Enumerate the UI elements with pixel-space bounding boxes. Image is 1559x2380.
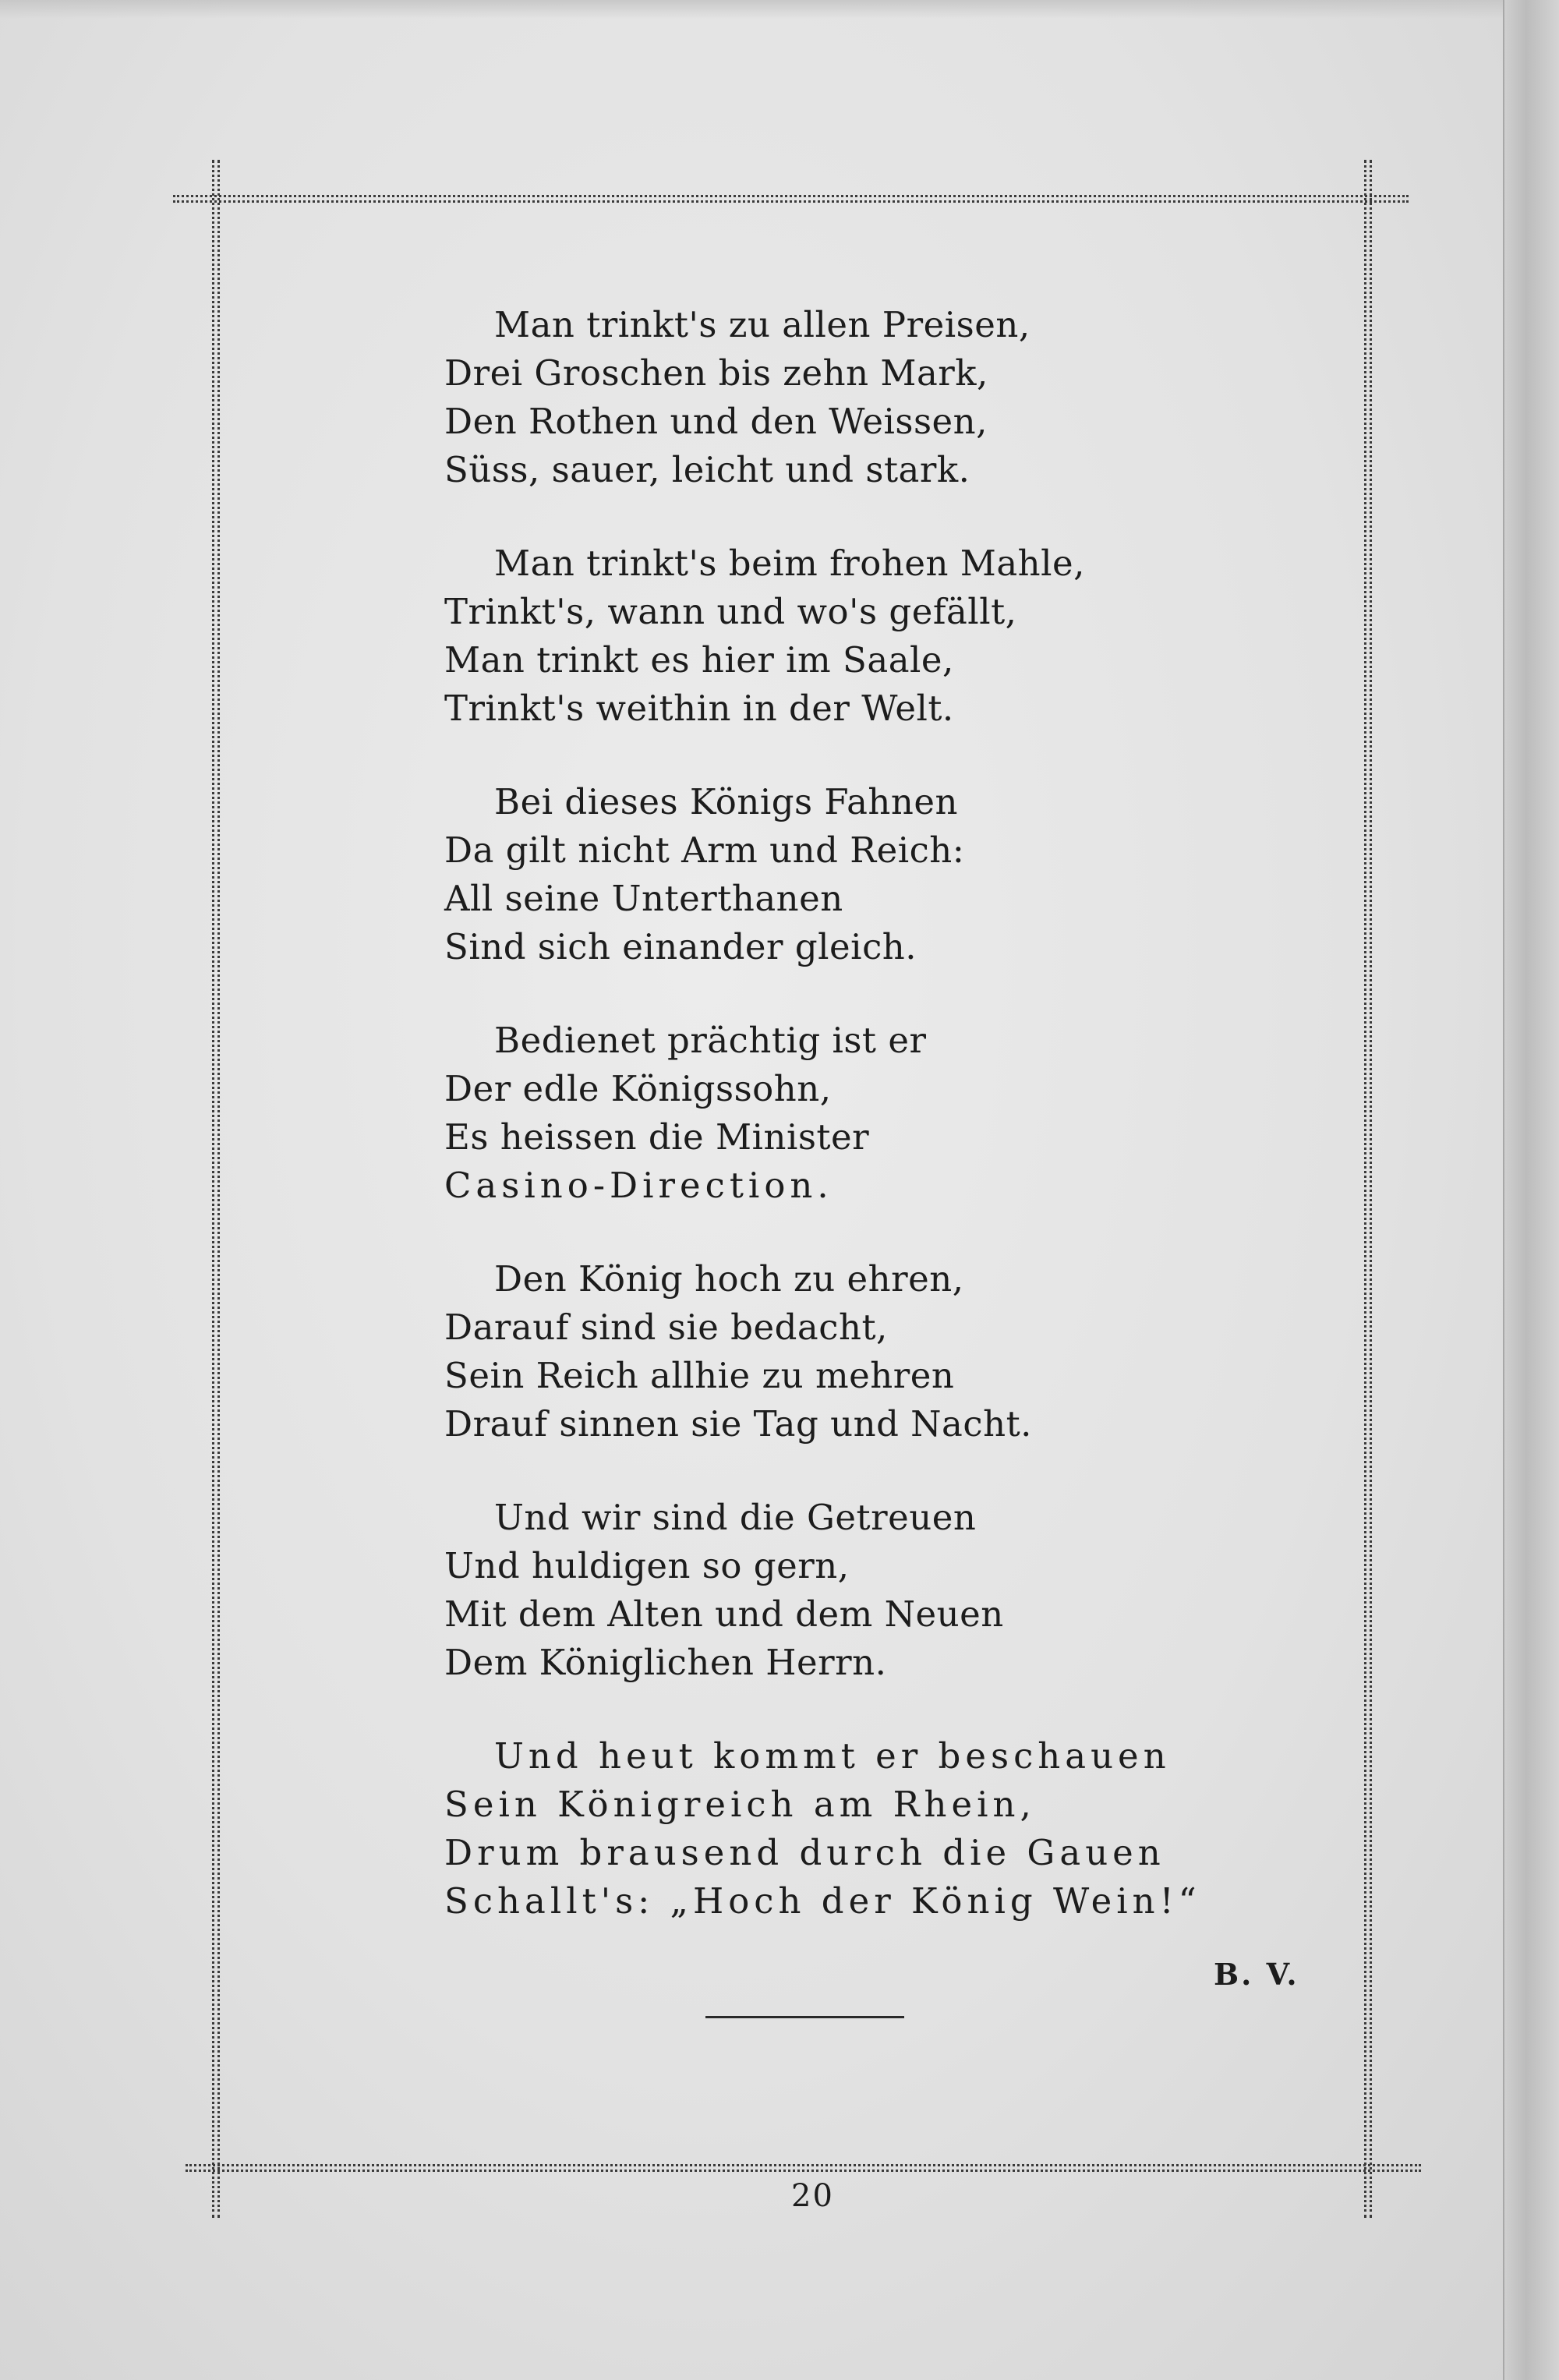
- poem-line: Da gilt nicht Arm und Reich:: [444, 829, 965, 871]
- poem-line: Der edle Königssohn,: [444, 1068, 832, 1109]
- poem-line: Casino-Direction.: [444, 1165, 833, 1206]
- poem-line: All seine Unterthanen: [444, 878, 843, 919]
- poem-line: Mit dem Alten und dem Neuen: [444, 1593, 1004, 1635]
- poem-line: Bei dieses Königs Fahnen: [494, 781, 959, 822]
- frame-right-rule: [1364, 160, 1372, 2218]
- stanza-3: [444, 778, 1224, 971]
- stanza-1: [444, 301, 1224, 494]
- stanza-4: [444, 1017, 1224, 1210]
- poem-line: Den König hoch zu ehren,: [494, 1258, 964, 1300]
- poem-line: Bedienet prächtig ist er: [494, 1020, 927, 1061]
- frame-bottom-rule: [186, 2164, 1421, 2172]
- poem-line: Und wir sind die Getreuen: [494, 1497, 977, 1538]
- poem-line: Man trinkt es hier im Saale,: [444, 639, 954, 681]
- poem: [444, 301, 1224, 1971]
- poem-line: Drauf sinnen sie Tag und Nacht.: [444, 1403, 1032, 1445]
- frame-top-rule: [173, 195, 1409, 203]
- poem-line: Süss, sauer, leicht und stark.: [444, 449, 970, 490]
- poem-line: Sein Königreich am Rhein,: [444, 1784, 1036, 1825]
- stanza-5: [444, 1255, 1224, 1448]
- poem-line: Und huldigen so gern,: [444, 1545, 850, 1586]
- poem-line: Man trinkt's beim frohen Mahle,: [494, 543, 1085, 584]
- stanza-7: [444, 1732, 1224, 1926]
- poem-line: Den Rothen und den Weissen,: [444, 401, 988, 442]
- stanza-6: [444, 1494, 1224, 1687]
- poem-line: Schallt's: „Hoch der König Wein!“: [444, 1880, 1201, 1922]
- page-binding-edge: [1503, 0, 1559, 2380]
- poem-line: Drum brausend durch die Gauen: [444, 1832, 1165, 1873]
- author-signature: B. V.: [1214, 1957, 1299, 1992]
- frame-left-rule: [212, 160, 220, 2218]
- page-top-shadow: [0, 0, 1559, 19]
- page-number: 20: [791, 2178, 834, 2214]
- poem-line: Und heut kommt er beschauen: [494, 1735, 1171, 1777]
- stanza-2: [444, 539, 1224, 733]
- poem-line: Trinkt's, wann und wo's gefällt,: [444, 591, 1017, 632]
- poem-line: Man trinkt's zu allen Preisen,: [494, 304, 1030, 345]
- closing-rule: [705, 2016, 904, 2018]
- poem-line: Sein Reich allhie zu mehren: [444, 1355, 955, 1396]
- poem-line: Drei Groschen bis zehn Mark,: [444, 352, 988, 394]
- poem-line: Darauf sind sie bedacht,: [444, 1307, 888, 1348]
- poem-line: Es heissen die Minister: [444, 1116, 870, 1158]
- poem-line: Trinkt's weithin in der Welt.: [444, 688, 954, 729]
- poem-line: Sind sich einander gleich.: [444, 926, 917, 967]
- poem-line: Dem Königlichen Herrn.: [444, 1642, 887, 1683]
